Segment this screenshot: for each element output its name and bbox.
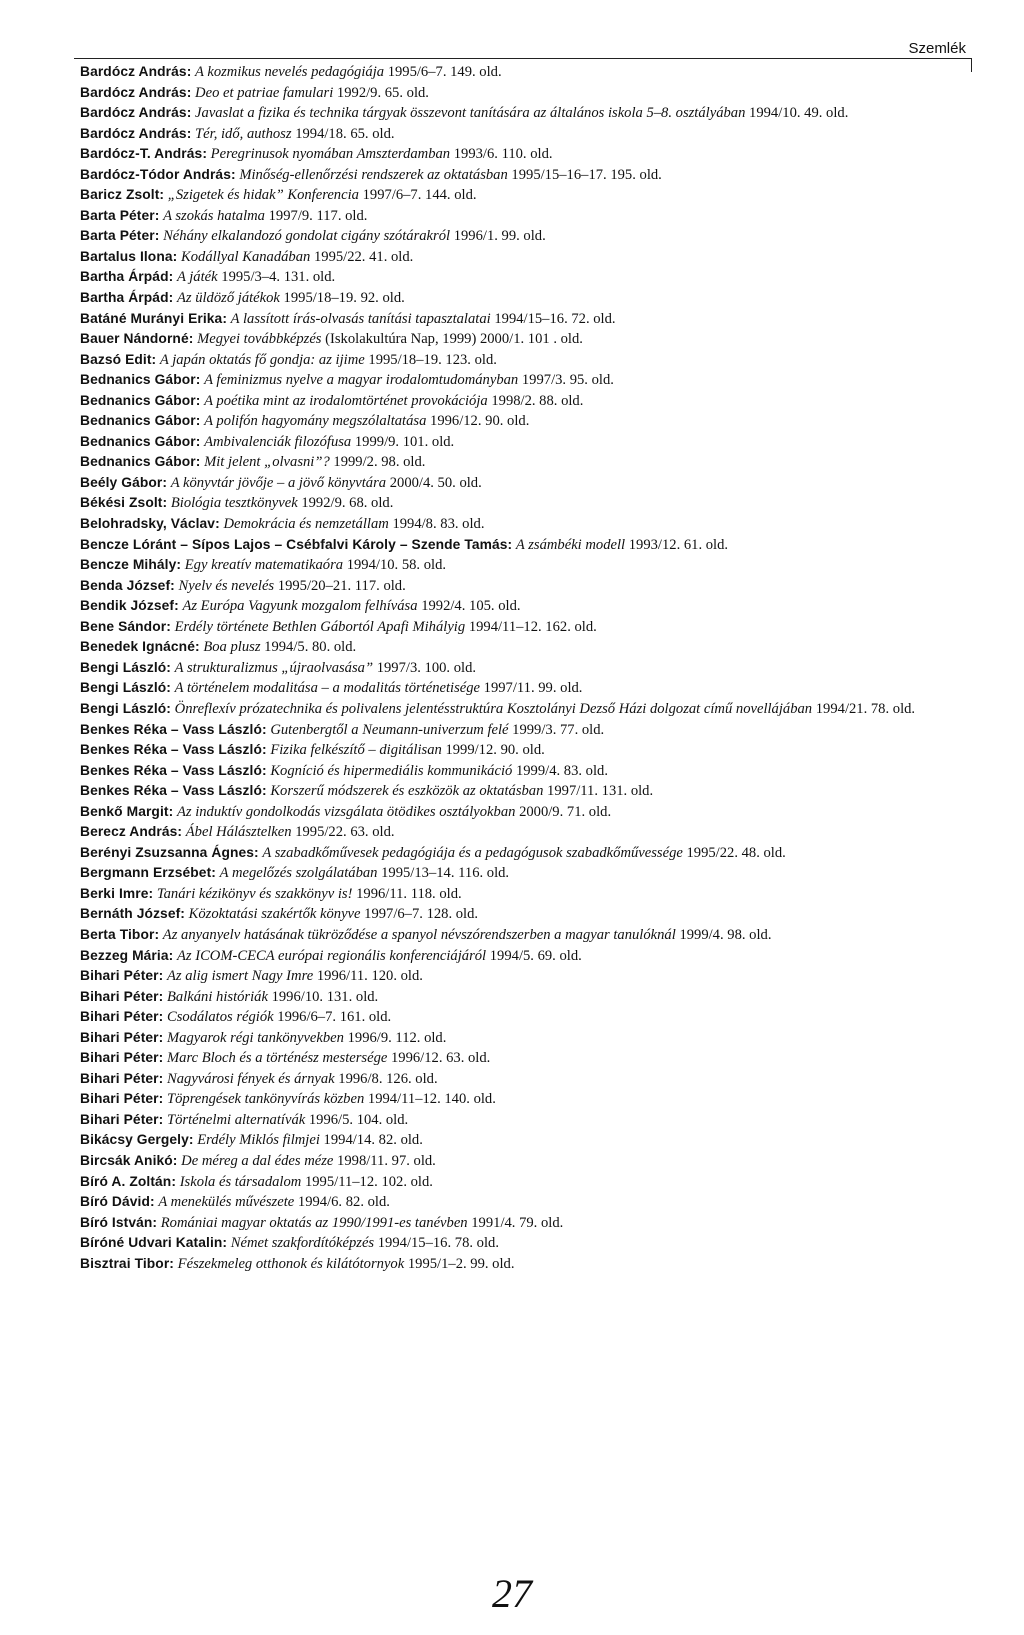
- bibliography-entry: [80, 802, 960, 823]
- entry-reference: 1996/5. 104. old.: [305, 1111, 409, 1128]
- bibliography-entry: [80, 103, 960, 124]
- section-title: Szemlék: [908, 40, 966, 57]
- bibliography-entry: [80, 206, 960, 227]
- entry-title: Az Európa Vagyunk mozgalom felhívása: [182, 598, 418, 615]
- bibliography-entry: [80, 699, 960, 720]
- entry-title: Töprengések tankönyvírás közben: [167, 1091, 365, 1108]
- bibliography-entry: [80, 576, 960, 597]
- entry-reference: 1996/9. 112. old.: [343, 1029, 447, 1046]
- entry-author: Bene Sándor:: [80, 618, 171, 634]
- entry-title: A zsámbéki modell: [515, 536, 626, 553]
- bibliography-entry: [80, 966, 960, 987]
- bibliography-entry: [80, 1069, 960, 1090]
- entry-reference: 1995/13–14. 116. old.: [377, 865, 510, 882]
- entry-author: Bencze Mihály:: [80, 557, 182, 573]
- entry-title: Javaslat a fizika és technika tárgyak összevont tanítására az általános iskola 5–8. osztályában: [195, 105, 746, 122]
- bibliography-entry: [80, 596, 960, 617]
- entry-reference: 1997/3. 95. old.: [518, 372, 614, 389]
- entry-author: Benkő Margit:: [80, 803, 174, 819]
- entry-title: „Szigetek és hidak” Konferencia: [167, 187, 359, 204]
- bibliography-entry: [80, 1213, 960, 1234]
- bibliography-entry: [80, 843, 960, 864]
- entry-reference: 1992/9. 65. old.: [333, 84, 429, 101]
- entry-reference: 1995/22. 41. old.: [310, 248, 414, 265]
- entry-title: Nyelv és nevelés: [178, 577, 275, 594]
- entry-title: Ábel Hálásztelken: [185, 824, 292, 841]
- entry-title: Gutenbergtől a Neumann-univerzum felé: [270, 721, 509, 738]
- bibliography-entry: [80, 1110, 960, 1131]
- entry-author: Bardócz-Tódor András:: [80, 166, 236, 182]
- entry-author: Bengi László:: [80, 680, 171, 696]
- entry-reference: 1996/12. 90. old.: [426, 413, 530, 430]
- entry-author: Bihari Péter:: [80, 988, 164, 1004]
- entry-reference: 1998/2. 88. old.: [487, 392, 584, 409]
- bibliography-entry: [80, 83, 960, 104]
- entry-author: Benedek Ignácné:: [80, 639, 200, 655]
- bibliography-entry: [80, 946, 960, 967]
- entry-author: Bengi László:: [80, 659, 171, 675]
- entry-reference: 1994/14. 82. old.: [319, 1132, 423, 1149]
- entry-author: Bazsó Edit:: [80, 351, 157, 367]
- bibliography-entry: [80, 555, 960, 576]
- entry-title: A könyvtár jövője – a jövő könyvtára: [170, 474, 387, 491]
- bibliography-entry: [80, 761, 960, 782]
- bibliography-entry: [80, 1254, 960, 1275]
- entry-title: A szokás hatalma: [163, 207, 265, 224]
- entry-reference: 1999/9. 101. old.: [351, 433, 455, 450]
- bibliography-entry: [80, 658, 960, 679]
- entry-title: Kodállyal Kanadában: [181, 248, 311, 265]
- entry-title: Néhány elkalandozó gondolat cigány szótárakról: [163, 228, 451, 245]
- entry-reference: 1994/21. 78. old.: [812, 700, 916, 717]
- entry-author: Benkes Réka – Vass László:: [80, 783, 267, 799]
- entry-title: Fizika felkészítő – digitálisan: [270, 742, 442, 759]
- entry-author: Bezzeg Mária:: [80, 947, 174, 963]
- entry-title: Az alig ismert Nagy Imre: [167, 968, 314, 985]
- bibliography-entry: [80, 1172, 960, 1193]
- bibliography-entry: [80, 350, 960, 371]
- entry-author: Benda József:: [80, 577, 175, 593]
- entry-reference: 1994/15–16. 78. old.: [374, 1235, 499, 1252]
- bibliography-entry: [80, 288, 960, 309]
- bibliography-entry: [80, 617, 960, 638]
- entry-title: Deo et patriae famulari: [195, 84, 334, 101]
- entry-reference: 1994/11–12. 162. old.: [465, 618, 597, 635]
- entry-title: Biológia tesztkönyvek: [170, 495, 298, 512]
- page-header: [0, 0, 1024, 60]
- entry-title: Minőség-ellenőrzési rendszerek az oktatásban: [239, 166, 508, 183]
- bibliography-entry: [80, 1233, 960, 1254]
- entry-reference: 1995/22. 48. old.: [682, 844, 786, 861]
- entry-author: Bihari Péter:: [80, 1009, 164, 1025]
- entry-title: A polifón hagyomány megszólaltatása: [204, 413, 427, 430]
- bibliography-entry: [80, 637, 960, 658]
- entry-title: Romániai magyar oktatás az 1990/1991-es tanévben: [160, 1214, 468, 1231]
- entry-reference: 1995/18–19. 123. old.: [364, 351, 497, 368]
- entry-title: Fészekmeleg otthonok és kilátótornyok: [177, 1255, 405, 1272]
- entry-reference: 1995/3–4. 131. old.: [217, 269, 336, 286]
- entry-title: A kozmikus nevelés pedagógiája: [195, 64, 385, 80]
- entry-author: Bergmann Erzsébet:: [80, 865, 216, 881]
- entry-reference: 1995/11–12. 102. old.: [301, 1173, 433, 1190]
- entry-reference: 1997/11. 131. old.: [543, 783, 654, 800]
- entry-author: Bauer Nándorné:: [80, 331, 194, 347]
- bibliography-entry: [80, 720, 960, 741]
- entry-reference: 1991/4. 79. old.: [467, 1214, 564, 1231]
- entry-reference: 1992/9. 68. old.: [297, 495, 394, 512]
- entry-author: Bengi László:: [80, 700, 171, 716]
- bibliography-entry: [80, 1130, 960, 1151]
- bibliography-entry: [80, 740, 960, 761]
- entry-author: Bihari Péter:: [80, 1091, 164, 1107]
- entry-title: Az induktív gondolkodás vizsgálata ötödikes osztályokban: [176, 803, 516, 820]
- entry-reference: 1993/6. 110. old.: [450, 146, 553, 163]
- entry-title: Marc Bloch és a történész mestersége: [167, 1050, 388, 1067]
- entry-author: Bendik József:: [80, 598, 179, 614]
- entry-author: Bíró A. Zoltán:: [80, 1173, 177, 1189]
- entry-reference: 1995/20–21. 117. old.: [274, 577, 406, 594]
- entry-title: Nagyvárosi fények és árnyak: [167, 1070, 335, 1087]
- bibliography-entry: [80, 370, 960, 391]
- bibliography-entry: [80, 1028, 960, 1049]
- entry-title: Mit jelent „olvasni”?: [204, 454, 330, 471]
- entry-title: Korszerű módszerek és eszközök az oktatásban: [270, 783, 544, 800]
- entry-title: Balkáni históriák: [167, 988, 268, 1005]
- entry-reference: 1997/9. 117. old.: [264, 207, 368, 224]
- entry-reference: 1994/15–16. 72. old.: [490, 310, 616, 327]
- bibliography-entry: [80, 1048, 960, 1069]
- bibliography-entry: [80, 309, 960, 330]
- entry-author: Bíró István:: [80, 1214, 158, 1230]
- entry-author: Bartalus Ilona:: [80, 248, 178, 264]
- entry-reference: 1997/11. 99. old.: [480, 680, 583, 697]
- bibliography-entry: [80, 863, 960, 884]
- bibliography-entry: [80, 62, 960, 83]
- entry-reference: 1994/5. 80. old.: [260, 639, 357, 656]
- entry-title: Önreflexív prózatechnika és polivalens jelentésstruktúra Kosztolányi Dezső Házi dolgozat című novellájában: [174, 700, 813, 717]
- bibliography-entry: [80, 822, 960, 843]
- bibliography-entry: [80, 884, 960, 905]
- entry-author: Bihari Péter:: [80, 1111, 164, 1127]
- entry-author: Barta Péter:: [80, 207, 160, 223]
- entry-title: Német szakfordítóképzés: [230, 1235, 375, 1252]
- entry-reference: 1996/8. 126. old.: [334, 1070, 438, 1087]
- entry-author: Bíró Dávid:: [80, 1194, 155, 1210]
- entry-title: Az ICOM-CECA európai regionális konferenciájáról: [176, 947, 487, 964]
- bibliography-entry: [80, 452, 960, 473]
- entry-author: Bircsák Anikó:: [80, 1152, 178, 1168]
- entry-title: Peregrinusok nyomában Amszterdamban: [210, 146, 451, 163]
- bibliography-entry: [80, 493, 960, 514]
- entry-title: Az üldöző játékok: [176, 290, 280, 307]
- entry-reference: 1995/6–7. 149. old.: [384, 64, 502, 80]
- bibliography-entry: [80, 904, 960, 925]
- entry-reference: (Iskolakultúra Nap, 1999) 2000/1. 101 . old.: [321, 331, 583, 348]
- entry-author: Bencze Lóránt – Sípos Lajos – Csébfalvi Károly – Szende Tamás:: [80, 536, 513, 552]
- header-side-rule: [971, 58, 972, 72]
- page-number: 27: [492, 1571, 532, 1616]
- entry-reference: 1999/12. 90. old.: [441, 742, 545, 759]
- entry-reference: 1998/11. 97. old.: [333, 1152, 436, 1169]
- entry-title: Erdély Miklós filmjei: [197, 1132, 320, 1149]
- bibliography-entry: [80, 1089, 960, 1110]
- bibliography-entry: [80, 987, 960, 1008]
- bibliography-entry: [80, 226, 960, 247]
- entry-author: Bednanics Gábor:: [80, 372, 201, 388]
- entry-reference: 1994/6. 82. old.: [294, 1194, 390, 1211]
- entry-author: Bernáth József:: [80, 906, 185, 922]
- entry-author: Bednanics Gábor:: [80, 392, 201, 408]
- entry-title: Iskola és társadalom: [179, 1173, 302, 1190]
- entry-author: Barta Péter:: [80, 228, 160, 244]
- bibliography-entry: [80, 185, 960, 206]
- entry-title: Tér, idő, authosz: [195, 125, 292, 142]
- entry-author: Bihari Péter:: [80, 1070, 164, 1086]
- entry-author: Bardócz András:: [80, 105, 192, 121]
- entry-title: A feminizmus nyelve a magyar irodalomtudományban: [204, 372, 519, 389]
- entry-author: Bíróné Udvari Katalin:: [80, 1235, 228, 1251]
- entry-reference: 1995/1–2. 99. old.: [404, 1255, 515, 1272]
- entry-reference: 1996/11. 118. old.: [352, 885, 462, 902]
- entry-author: Bisztrai Tibor:: [80, 1255, 175, 1271]
- entry-author: Bihari Péter:: [80, 968, 164, 984]
- entry-reference: 1994/5. 69. old.: [486, 947, 582, 964]
- bibliography-entry: [80, 925, 960, 946]
- bibliography-entry: [80, 1007, 960, 1028]
- entry-title: A lassított írás-olvasás tanítási tapasztalatai: [230, 310, 491, 327]
- entry-author: Beély Gábor:: [80, 474, 168, 490]
- entry-title: A menekülés művészete: [158, 1194, 295, 1211]
- bibliography-entry: [80, 781, 960, 802]
- header-rule: [74, 58, 972, 59]
- entry-reference: 1994/10. 58. old.: [343, 557, 447, 574]
- entry-reference: 2000/4. 50. old.: [386, 474, 482, 491]
- entry-title: A történelem modalitása – a modalitás történetisége: [174, 680, 481, 697]
- entry-reference: 1995/22. 63. old.: [291, 824, 395, 841]
- entry-title: A megelőzés szolgálatában: [219, 865, 378, 882]
- entry-reference: 1996/12. 63. old.: [387, 1050, 491, 1067]
- bibliography-entry: [80, 391, 960, 412]
- entry-reference: 1996/6–7. 161. old.: [273, 1009, 392, 1026]
- entry-reference: 1994/18. 65. old.: [291, 125, 395, 142]
- entry-reference: 1993/12. 61. old.: [625, 536, 729, 553]
- bibliography-entry: [80, 678, 960, 699]
- entry-author: Bardócz András:: [80, 84, 192, 100]
- entry-title: Megyei továbbképzés: [197, 331, 322, 348]
- entry-author: Bardócz-T. András:: [80, 146, 208, 162]
- entry-author: Berta Tibor:: [80, 926, 160, 942]
- entry-title: Ambivalenciák filozófusa: [204, 433, 352, 450]
- entry-author: Békési Zsolt:: [80, 495, 168, 511]
- entry-reference: 1992/4. 105. old.: [417, 598, 521, 615]
- entry-author: Baricz Zsolt:: [80, 187, 165, 203]
- entry-reference: 1999/3. 77. old.: [508, 721, 605, 738]
- bibliography-entry: [80, 1151, 960, 1172]
- entry-title: Történelmi alternatívák: [167, 1111, 306, 1128]
- entry-reference: 1996/1. 99. old.: [450, 228, 546, 245]
- entry-reference: 1997/6–7. 128. old.: [360, 906, 479, 923]
- entry-title: Demokrácia és nemzetállam: [223, 516, 389, 533]
- bibliography-entry: [80, 144, 960, 165]
- entry-title: Tanári kézikönyv és szakkönyv is!: [156, 885, 353, 902]
- entry-author: Belohradsky, Václav:: [80, 516, 220, 532]
- entry-title: Magyarok régi tankönyvekben: [167, 1029, 344, 1046]
- entry-author: Benkes Réka – Vass László:: [80, 742, 267, 758]
- entry-author: Berényi Zsuzsanna Ágnes:: [80, 844, 259, 860]
- entry-title: A szabadkőművesek pedagógiája és a pedagógusok szabadkőművessége: [262, 844, 683, 861]
- bibliography-entry: [80, 1192, 960, 1213]
- entry-reference: 1996/10. 131. old.: [267, 988, 379, 1005]
- bibliography-entry: [80, 165, 960, 186]
- entry-reference: 1994/10. 49. old.: [745, 105, 849, 122]
- entry-author: Bardócz András:: [80, 64, 192, 79]
- entry-title: Egy kreatív matematikaóra: [184, 557, 344, 574]
- bibliography-entry: [80, 267, 960, 288]
- bibliography-entry: [80, 411, 960, 432]
- entry-author: Bartha Árpád:: [80, 290, 174, 306]
- entry-title: Erdély története Bethlen Gábortól Apafi Mihályig: [174, 618, 466, 635]
- entry-author: Batáné Murányi Erika:: [80, 310, 228, 326]
- entry-reference: 1995/18–19. 92. old.: [279, 290, 405, 307]
- entry-reference: 1999/2. 98. old.: [329, 454, 426, 471]
- entry-title: Boa plusz: [203, 639, 261, 656]
- entry-author: Bednanics Gábor:: [80, 413, 201, 429]
- bibliography-entry: [80, 473, 960, 494]
- entry-author: Bednanics Gábor:: [80, 454, 201, 470]
- entry-reference: 1994/11–12. 140. old.: [364, 1091, 496, 1108]
- entry-author: Bihari Péter:: [80, 1029, 164, 1045]
- entry-reference: 1997/6–7. 144. old.: [358, 187, 477, 204]
- entry-reference: 1995/15–16–17. 195. old.: [507, 166, 662, 183]
- entry-author: Benkes Réka – Vass László:: [80, 762, 267, 778]
- entry-reference: 1999/4. 83. old.: [512, 762, 608, 779]
- entry-author: Bednanics Gábor:: [80, 433, 201, 449]
- entry-reference: 1994/8. 83. old.: [388, 516, 485, 533]
- entry-author: Berki Imre:: [80, 885, 154, 901]
- entry-title: Az anyanyelv hatásának tükröződése a spanyol névszórendszerben a magyar tanulóknál: [162, 926, 676, 943]
- bibliography-entry: [80, 514, 960, 535]
- entry-author: Bartha Árpád:: [80, 269, 174, 285]
- bibliography-list: [80, 62, 960, 1274]
- entry-title: Csodálatos régiók: [167, 1009, 274, 1026]
- entry-reference: 2000/9. 71. old.: [515, 803, 612, 820]
- entry-title: Kogníció és hipermediális kommunikáció: [270, 762, 513, 779]
- entry-reference: 1996/11. 120. old.: [313, 968, 423, 985]
- entry-author: Bihari Péter:: [80, 1050, 164, 1066]
- bibliography-entry: [80, 329, 960, 350]
- entry-reference: 1999/4. 98. old.: [675, 926, 772, 943]
- entry-title: A poétika mint az irodalomtörténet provokációja: [204, 392, 488, 409]
- entry-reference: 1997/3. 100. old.: [373, 659, 477, 676]
- entry-title: A strukturalizmus „újraolvasása”: [174, 659, 374, 676]
- bibliography-entry: [80, 247, 960, 268]
- entry-title: De méreg a dal édes méze: [181, 1152, 334, 1169]
- entry-title: Közoktatási szakértők könyve: [188, 906, 361, 923]
- entry-author: Benkes Réka – Vass László:: [80, 721, 267, 737]
- bibliography-entry: [80, 535, 960, 556]
- entry-title: A játék: [176, 269, 218, 286]
- entry-author: Bikácsy Gergely:: [80, 1132, 194, 1148]
- bibliography-entry: [80, 432, 960, 453]
- entry-author: Bardócz András:: [80, 125, 192, 141]
- entry-title: A japán oktatás fő gondja: az ijime: [159, 351, 365, 368]
- entry-author: Berecz András:: [80, 824, 183, 840]
- bibliography-entry: [80, 124, 960, 145]
